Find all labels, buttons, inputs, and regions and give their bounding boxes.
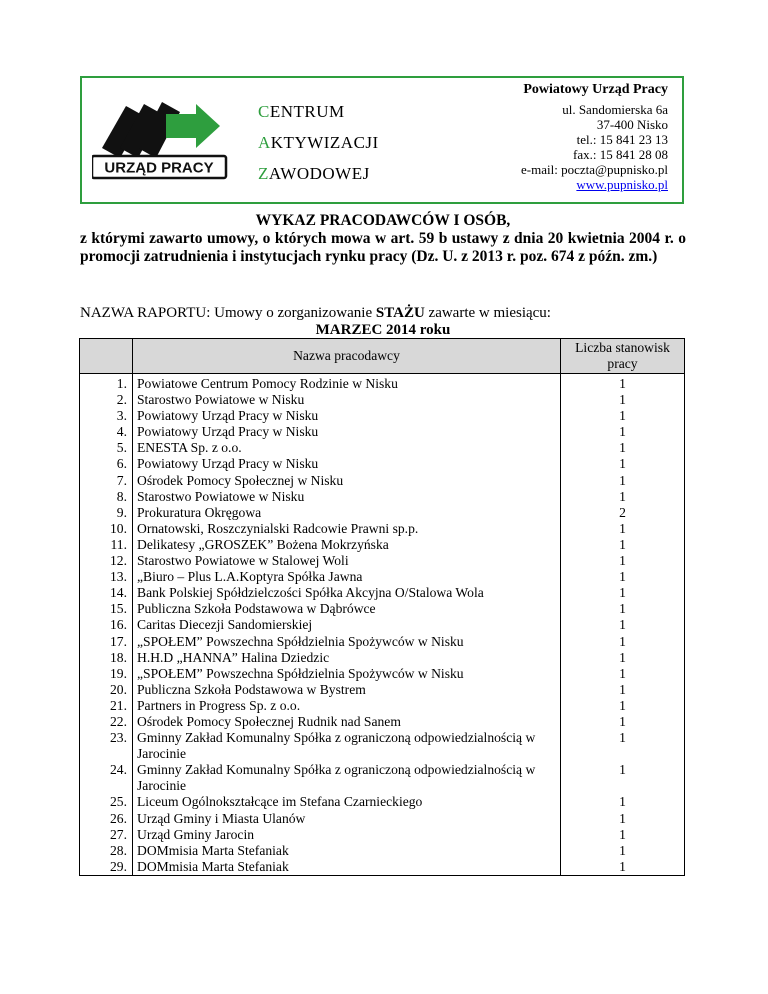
table-row xyxy=(80,440,685,456)
employer-name: Prokuratura Okręgowa xyxy=(133,505,561,521)
position-count: 1 xyxy=(561,601,685,617)
table-row xyxy=(80,650,685,666)
cazw-line: ZAWODOWEJ xyxy=(258,164,370,183)
position-count: 1 xyxy=(561,617,685,633)
row-number: 17. xyxy=(80,634,133,650)
report-type: STAŻU xyxy=(375,305,425,321)
row-number: 10. xyxy=(80,521,133,537)
employer-name: Publiczna Szkoła Podstawowa w Bystrem xyxy=(133,682,561,698)
row-number: 11. xyxy=(80,537,133,553)
row-number: 21. xyxy=(80,698,133,714)
table-row xyxy=(80,505,685,521)
row-number: 22. xyxy=(80,714,133,730)
employer-name: Ośrodek Pomocy Społecznej w Nisku xyxy=(133,473,561,489)
row-number: 28. xyxy=(80,843,133,859)
row-number: 8. xyxy=(80,489,133,505)
employer-name: Powiatowy Urząd Pracy w Nisku xyxy=(133,456,561,472)
position-count: 1 xyxy=(561,424,685,440)
employers-table xyxy=(79,338,685,876)
row-number: 6. xyxy=(80,456,133,472)
table-row xyxy=(80,585,685,601)
position-count: 1 xyxy=(561,408,685,424)
employer-name: Starostwo Powiatowe w Nisku xyxy=(133,392,561,408)
position-count: 1 xyxy=(561,374,685,393)
city: 37-400 Nisko xyxy=(596,117,668,132)
row-number: 12. xyxy=(80,553,133,569)
position-count: 1 xyxy=(561,537,685,553)
employer-name: Publiczna Szkoła Podstawowa w Dąbrówce xyxy=(133,601,561,617)
position-count: 1 xyxy=(561,456,685,472)
position-count: 1 xyxy=(561,489,685,505)
position-count: 1 xyxy=(561,698,685,714)
table-row xyxy=(80,859,685,876)
website-link[interactable]: www.pupnisko.pl xyxy=(576,177,668,192)
position-count: 1 xyxy=(561,440,685,456)
position-count: 1 xyxy=(561,859,685,876)
fax: fax.: 15 841 28 08 xyxy=(573,147,668,162)
row-number: 23. xyxy=(80,730,133,762)
row-number: 4. xyxy=(80,424,133,440)
table-row xyxy=(80,601,685,617)
row-number: 9. xyxy=(80,505,133,521)
employer-name: Powiatowy Urząd Pracy w Nisku xyxy=(133,408,561,424)
position-count: 1 xyxy=(561,762,685,794)
position-count: 1 xyxy=(561,553,685,569)
employer-name: „SPOŁEM” Powszechna Spółdzielnia Spożywców w Nisku xyxy=(133,634,561,650)
row-number: 19. xyxy=(80,666,133,682)
header-count: Liczba stanowisk pracy xyxy=(561,339,685,374)
row-number: 26. xyxy=(80,811,133,827)
header-no xyxy=(80,339,133,374)
row-number: 16. xyxy=(80,617,133,633)
row-number: 5. xyxy=(80,440,133,456)
table-row xyxy=(80,456,685,472)
employer-name: Gminny Zakład Komunalny Spółka z ograniczoną odpowiedzialnością w Jarocinie xyxy=(133,762,561,794)
table-row xyxy=(80,843,685,859)
employer-name: Starostwo Powiatowe w Stalowej Woli xyxy=(133,553,561,569)
table-row xyxy=(80,714,685,730)
title-line-1: WYKAZ PRACODAWCÓW I OSÓB, xyxy=(255,212,511,229)
employer-name: Ornatowski, Roszczynialski Radcowie Prawni sp.p. xyxy=(133,521,561,537)
position-count: 1 xyxy=(561,634,685,650)
position-count: 1 xyxy=(561,730,685,762)
table-row xyxy=(80,521,685,537)
position-count: 1 xyxy=(561,650,685,666)
employer-name: Delikatesy „GROSZEK” Bożena Mokrzyńska xyxy=(133,537,561,553)
employer-name: H.H.D „HANNA” Halina Dziedzic xyxy=(133,650,561,666)
position-count: 1 xyxy=(561,794,685,810)
table-row xyxy=(80,682,685,698)
employer-name: Liceum Ogólnokształcące im Stefana Czarnieckiego xyxy=(133,794,561,810)
centrum-aktywizacji-zawodowej xyxy=(258,96,379,189)
document-title xyxy=(80,212,686,266)
table-row xyxy=(80,374,685,393)
table-row xyxy=(80,794,685,810)
employer-name: Bank Polskiej Spółdzielczości Spółka Akcyjna O/Stalowa Wola xyxy=(133,585,561,601)
table-row xyxy=(80,698,685,714)
employer-name: Urząd Gminy i Miasta Ulanów xyxy=(133,811,561,827)
position-count: 1 xyxy=(561,666,685,682)
employer-name: ENESTA Sp. z o.o. xyxy=(133,440,561,456)
employer-name: Starostwo Powiatowe w Nisku xyxy=(133,489,561,505)
row-number: 13. xyxy=(80,569,133,585)
employer-name: Ośrodek Pomocy Społecznej Rudnik nad Sanem xyxy=(133,714,561,730)
table-row xyxy=(80,553,685,569)
position-count: 1 xyxy=(561,714,685,730)
table-row xyxy=(80,569,685,585)
employer-name: Partners in Progress Sp. z o.o. xyxy=(133,698,561,714)
org-name: Powiatowy Urząd Pracy xyxy=(523,82,668,97)
report-name xyxy=(80,305,686,339)
employer-name: Urząd Gminy Jarocin xyxy=(133,827,561,843)
employer-name: „SPOŁEM” Powszechna Spółdzielnia Spożywców w Nisku xyxy=(133,666,561,682)
title-line-2: z którymi zawarto umowy, o których mowa w art. 59 b ustawy z dnia 20 kwietnia 2004 r. o promocji zatrudnienia i instytucjach rynku pracy (Dz. U. z 2013 r. poz. 674 z późn. zm.) xyxy=(80,230,686,265)
row-number: 15. xyxy=(80,601,133,617)
phone: tel.: 15 841 23 13 xyxy=(576,132,668,147)
position-count: 2 xyxy=(561,505,685,521)
table-header-row xyxy=(80,339,685,374)
employer-name: DOMmisia Marta Stefaniak xyxy=(133,843,561,859)
table-row xyxy=(80,489,685,505)
email: e-mail: poczta@pupnisko.pl xyxy=(521,162,668,177)
row-number: 18. xyxy=(80,650,133,666)
table-row xyxy=(80,634,685,650)
employer-name: Caritas Diecezji Sandomierskiej xyxy=(133,617,561,633)
table-row xyxy=(80,473,685,489)
header-employer: Nazwa pracodawcy xyxy=(133,339,561,374)
cazw-line: CENTRUM xyxy=(258,102,345,121)
row-number: 3. xyxy=(80,408,133,424)
position-count: 1 xyxy=(561,682,685,698)
table-row xyxy=(80,392,685,408)
table-row xyxy=(80,730,685,762)
table-row xyxy=(80,827,685,843)
row-number: 1. xyxy=(80,374,133,393)
employer-name: Gminny Zakład Komunalny Spółka z ograniczoną odpowiedzialnością w Jarocinie xyxy=(133,730,561,762)
table-row xyxy=(80,666,685,682)
cazw-line: AKTYWIZACJI xyxy=(258,133,379,152)
employer-name: „Biuro – Plus L.A.Koptyra Spółka Jawna xyxy=(133,569,561,585)
street: ul. Sandomierska 6a xyxy=(562,102,668,117)
row-number: 29. xyxy=(80,859,133,876)
row-number: 20. xyxy=(80,682,133,698)
employer-name: Powiatowe Centrum Pomocy Rodzinie w Nisku xyxy=(133,374,561,393)
position-count: 1 xyxy=(561,392,685,408)
table-row xyxy=(80,762,685,794)
table-row xyxy=(80,408,685,424)
contact-info xyxy=(521,82,668,192)
table-row xyxy=(80,537,685,553)
header-box xyxy=(80,76,684,204)
report-month: MARZEC 2014 roku xyxy=(315,322,451,338)
row-number: 27. xyxy=(80,827,133,843)
report-line: NAZWA RAPORTU: Umowy o zorganizowanie STAŻU zawarte w miesiącu: xyxy=(80,305,551,321)
position-count: 1 xyxy=(561,521,685,537)
table-row xyxy=(80,617,685,633)
row-number: 25. xyxy=(80,794,133,810)
position-count: 1 xyxy=(561,473,685,489)
row-number: 7. xyxy=(80,473,133,489)
position-count: 1 xyxy=(561,843,685,859)
employer-name: Powiatowy Urząd Pracy w Nisku xyxy=(133,424,561,440)
row-number: 14. xyxy=(80,585,133,601)
position-count: 1 xyxy=(561,569,685,585)
employer-name: DOMmisia Marta Stefaniak xyxy=(133,859,561,876)
position-count: 1 xyxy=(561,811,685,827)
position-count: 1 xyxy=(561,585,685,601)
position-count: 1 xyxy=(561,827,685,843)
table-row xyxy=(80,811,685,827)
svg-text:URZĄD PRACY: URZĄD PRACY xyxy=(104,159,214,177)
row-number: 24. xyxy=(80,762,133,794)
urzad-pracy-logo xyxy=(92,100,228,180)
table-row xyxy=(80,424,685,440)
row-number: 2. xyxy=(80,392,133,408)
